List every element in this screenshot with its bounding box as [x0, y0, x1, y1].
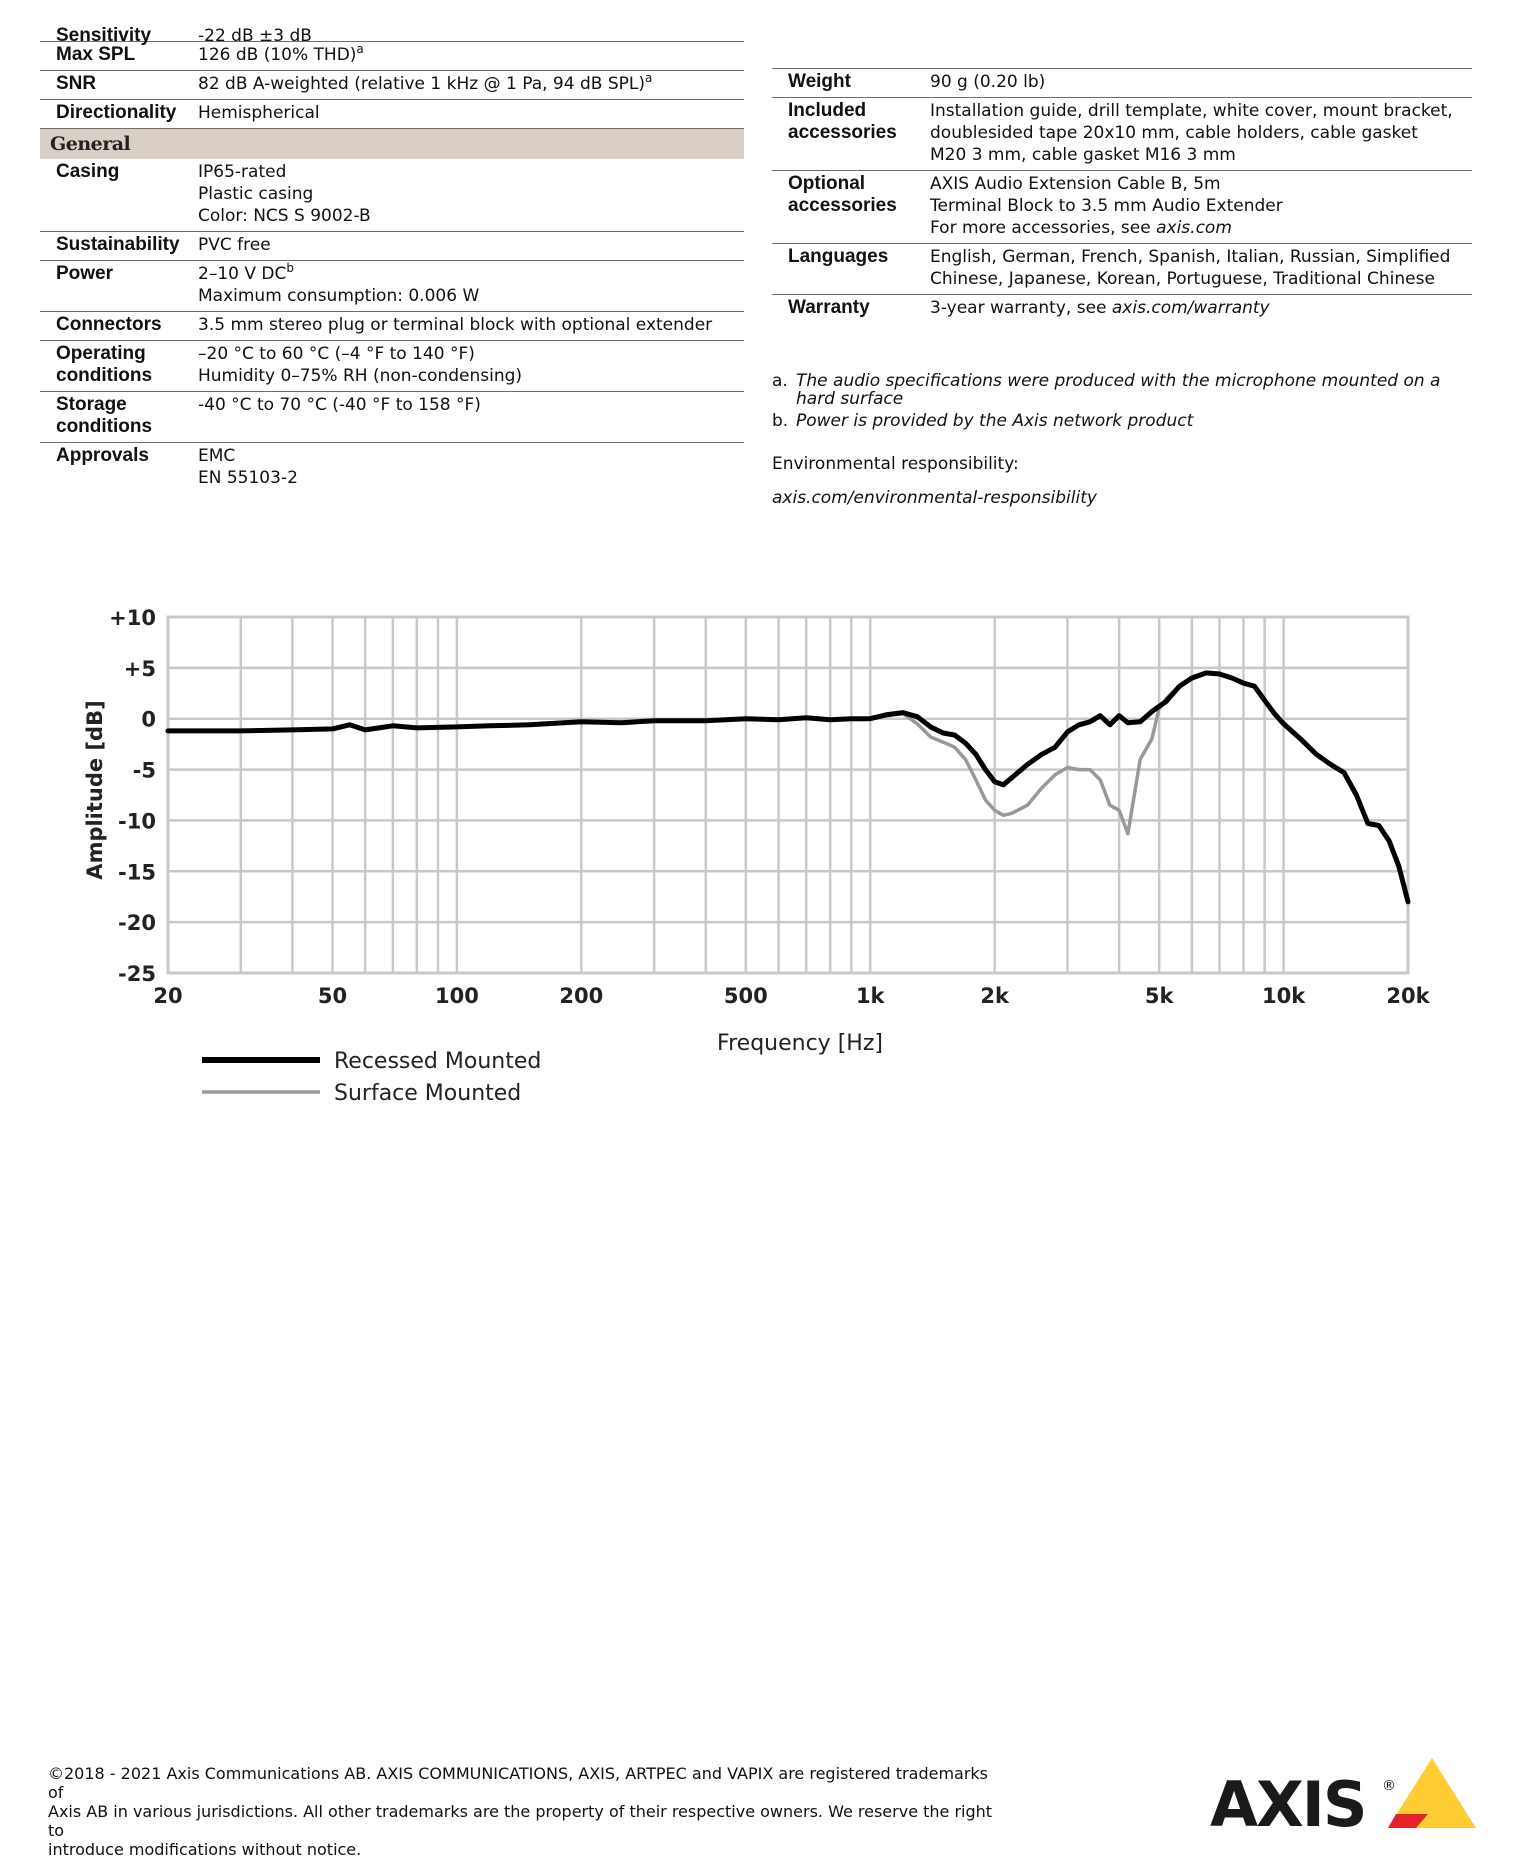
spec-value-line — [198, 161, 371, 183]
spec-value-text: M20 3 mm, cable gasket M16 3 mm — [930, 145, 1236, 165]
spec-value — [198, 102, 320, 124]
y-tick-label: +5 — [123, 656, 156, 681]
spec-label — [40, 314, 198, 336]
y-tick-label: 0 — [141, 707, 156, 732]
y-tick-label: -25 — [118, 962, 156, 986]
spec-value — [930, 297, 1270, 319]
spec-label-line: Connectors — [56, 314, 162, 335]
spec-value-text: 2–10 V DC — [198, 264, 287, 284]
spec-row — [772, 295, 1472, 323]
spec-value-text: EN 55103-2 — [198, 468, 298, 488]
footnote — [772, 412, 1472, 430]
spec-value-text: 3.5 mm stereo plug or terminal block with optional extender — [198, 315, 713, 335]
plot-area — [168, 617, 1408, 973]
footnote-text: The audio specifications were produced with the microphone mounted on a hard surface — [796, 371, 1441, 409]
spec-value-text: –20 °C to 60 °C (–4 °F to 140 °F) — [198, 344, 475, 364]
spec-value-line — [930, 246, 1450, 268]
footnotes — [772, 372, 1472, 434]
spec-value-text: Maximum consumption: 0.006 W — [198, 286, 480, 306]
right-spec-table — [772, 20, 1472, 323]
spec-label-line: accessories — [788, 195, 897, 216]
x-tick-label: 5k — [1144, 984, 1174, 1008]
spec-value-text: English, German, French, Spanish, Italian, Russian, Simplified — [930, 247, 1451, 267]
left-spec-table — [40, 20, 744, 493]
spec-label-line: Warranty — [788, 297, 870, 318]
spec-value-text: Terminal Block to 3.5 mm Audio Extender — [930, 196, 1283, 216]
spec-label-line: conditions — [56, 365, 153, 386]
footnote-ref: a — [356, 42, 364, 56]
spec-row-cable — [772, 20, 1472, 69]
spec-value-line — [198, 365, 522, 387]
spec-label — [40, 263, 198, 307]
spec-value-line — [198, 445, 298, 467]
spec-value-line — [930, 268, 1450, 290]
spec-value-line — [930, 122, 1453, 144]
spec-value-line — [198, 343, 522, 365]
copyright-line: ©2018 - 2021 Axis Communications AB. AXIS COMMUNICATIONS, AXIS, ARTPEC and VAPIX are registered trademarks of — [48, 1764, 989, 1802]
spec-value-line — [198, 394, 481, 416]
footnote-ref: b — [286, 261, 294, 275]
spec-value-text: 82 dB A-weighted (relative 1 kHz @ 1 Pa, 94 dB SPL) — [198, 74, 645, 94]
spec-row-cut — [40, 20, 744, 46]
spec-value-text: Chinese, Japanese, Korean, Portuguese, Traditional Chinese — [930, 269, 1435, 289]
spec-label-line: Optional — [788, 173, 866, 194]
spec-row — [40, 159, 744, 232]
axis-logo-registered: ® — [1382, 1778, 1396, 1794]
footnote-key: b. — [772, 411, 789, 431]
y-tick-label: -15 — [118, 860, 156, 885]
spec-row — [40, 100, 744, 129]
spec-label — [772, 173, 930, 239]
spec-label-line: Languages — [788, 246, 889, 267]
spec-value — [198, 263, 479, 307]
spec-label — [40, 394, 198, 438]
spec-value-line — [198, 285, 479, 307]
copyright-notice — [48, 1764, 998, 1859]
spec-label-line: Sustainability — [56, 234, 180, 255]
spec-label-line: Included — [788, 100, 867, 121]
spec-row — [772, 98, 1472, 171]
footnote-text: Power is provided by the Axis network product — [796, 411, 1194, 431]
footnote-ref: a — [644, 71, 653, 85]
spec-label — [40, 102, 198, 124]
spec-value-line — [930, 217, 1283, 239]
spec-value-line — [930, 144, 1453, 166]
spec-label-line: Weight — [788, 71, 851, 92]
spec-label — [40, 44, 198, 66]
spec-value-text: For more accessories, see — [930, 218, 1157, 238]
x-tick-label: 10k — [1261, 984, 1306, 1008]
environmental-label: Environmental responsibility: — [772, 454, 1019, 474]
spec-row — [40, 341, 744, 392]
spec-value-text: AXIS Audio Extension Cable B, 5m — [930, 174, 1221, 194]
y-tick-label: -20 — [118, 911, 156, 936]
spec-value-text: EMC — [198, 446, 236, 466]
spec-value — [198, 394, 481, 438]
spec-value — [198, 234, 271, 256]
spec-value — [930, 173, 1283, 239]
spec-value-line — [198, 44, 364, 66]
spec-row — [40, 443, 744, 493]
frequency-response-chart — [0, 590, 1514, 1130]
spec-label-line: SNR — [56, 73, 97, 94]
spec-label-line: Operating — [56, 343, 146, 364]
spec-row — [40, 312, 744, 341]
x-tick-label: 50 — [317, 984, 348, 1008]
footnote-key: a. — [772, 371, 788, 391]
spec-row — [772, 244, 1472, 295]
spec-label — [40, 343, 198, 387]
spec-value-line — [198, 467, 298, 489]
y-tick-label: -10 — [118, 809, 156, 834]
y-tick-label: -5 — [132, 758, 156, 783]
spec-row — [772, 69, 1472, 98]
footnote — [772, 372, 1472, 408]
spec-value-line — [930, 195, 1283, 217]
spec-value-text: Humidity 0–75% RH (non-condensing) — [198, 366, 523, 386]
spec-label — [772, 246, 930, 290]
x-tick-label: 2k — [980, 984, 1009, 1008]
spec-value — [198, 73, 652, 95]
spec-value-text: doublesided tape 20x10 mm, cable holders, cable gasket — [930, 123, 1418, 143]
spec-label — [772, 100, 930, 166]
spec-row — [40, 392, 744, 443]
spec-label — [40, 161, 198, 227]
spec-label — [40, 445, 198, 489]
spec-value-text: PVC free — [198, 235, 271, 255]
spec-value-line — [198, 73, 652, 95]
spec-value-line — [930, 297, 1270, 319]
y-axis-label: Amplitude [dB] — [83, 700, 107, 880]
legend-label: Surface Mounted — [334, 1081, 522, 1106]
spec-row — [40, 232, 744, 261]
spec-value-line — [930, 71, 1045, 93]
spec-label — [40, 234, 198, 256]
x-tick-label: 1k — [855, 984, 885, 1008]
spec-label-line: Power — [56, 263, 114, 284]
spec-row — [40, 261, 744, 312]
general-spec-rows — [40, 159, 744, 493]
spec-value: -22 dB ±3 dB — [198, 26, 312, 46]
spec-rows — [40, 42, 744, 129]
spec-row — [40, 71, 744, 100]
legend-label: Recessed Mounted — [334, 1049, 542, 1074]
x-tick-label: 200 — [559, 984, 604, 1008]
spec-link[interactable]: axis.com/warranty — [1111, 298, 1270, 318]
spec-value-line — [198, 314, 712, 336]
spec-label-line: Directionality — [56, 102, 177, 123]
spec-value-text: 126 dB (10% THD) — [198, 45, 357, 65]
spec-value-text: Installation guide, drill template, white cover, mount bracket, — [930, 101, 1453, 121]
y-tick-label: +10 — [109, 606, 156, 630]
spec-value-text: 3-year warranty, see — [930, 298, 1112, 318]
spec-label-line: Max SPL — [56, 44, 136, 65]
spec-value-text: Plastic casing — [198, 184, 314, 204]
spec-value — [198, 161, 371, 227]
spec-label-line: conditions — [56, 416, 153, 437]
x-tick-label: 20k — [1386, 984, 1430, 1008]
spec-value-text: Hemispherical — [198, 103, 320, 123]
spec-label-line: Approvals — [56, 445, 149, 466]
spec-value — [930, 71, 1045, 93]
spec-value — [198, 314, 712, 336]
spec-label-line: Casing — [56, 161, 120, 182]
spec-value — [930, 246, 1450, 290]
spec-label — [772, 71, 930, 93]
x-tick-label: 20 — [153, 984, 183, 1008]
spec-label-line: accessories — [788, 122, 897, 143]
copyright-line: introduce modifications without notice. — [48, 1840, 362, 1859]
x-tick-label: 100 — [434, 984, 479, 1008]
spec-value — [198, 343, 522, 387]
spec-label: Sensitivity — [56, 25, 152, 46]
copyright-line: Axis AB in various jurisdictions. All other trademarks are the property of their respective owners. We reserve the right to — [48, 1802, 993, 1840]
section-header-general: General — [40, 129, 744, 159]
spec-value — [930, 100, 1453, 166]
spec-value-line — [198, 102, 320, 124]
spec-row — [772, 171, 1472, 244]
spec-value-text: Color: NCS S 9002-B — [198, 206, 371, 226]
axis-logo-wordmark: AXIS — [1210, 1768, 1366, 1841]
spec-label — [40, 73, 198, 95]
spec-link[interactable]: axis.com — [1156, 218, 1232, 238]
spec-value-line — [930, 100, 1453, 122]
spec-label — [772, 297, 930, 319]
spec-value-line — [198, 234, 271, 256]
spec-value-text: 90 g (0.20 lb) — [930, 72, 1046, 92]
environmental-link[interactable]: axis.com/environmental-responsibility — [772, 488, 1097, 508]
spec-label-line: Storage — [56, 394, 127, 415]
spec-value-text: -40 °C to 70 °C (-40 °F to 158 °F) — [198, 395, 481, 415]
spec-value — [198, 445, 298, 489]
x-tick-label: 500 — [723, 984, 768, 1008]
spec-value-line — [930, 173, 1283, 195]
spec-value-line — [198, 205, 371, 227]
spec-value — [198, 44, 364, 66]
spec-value-text: IP65-rated — [198, 162, 287, 182]
spec-value-line — [198, 183, 371, 205]
x-axis-label: Frequency [Hz] — [717, 1031, 883, 1056]
axis-logo — [1208, 1752, 1478, 1841]
spec-value-line — [198, 263, 479, 285]
spec-rows — [772, 69, 1472, 323]
